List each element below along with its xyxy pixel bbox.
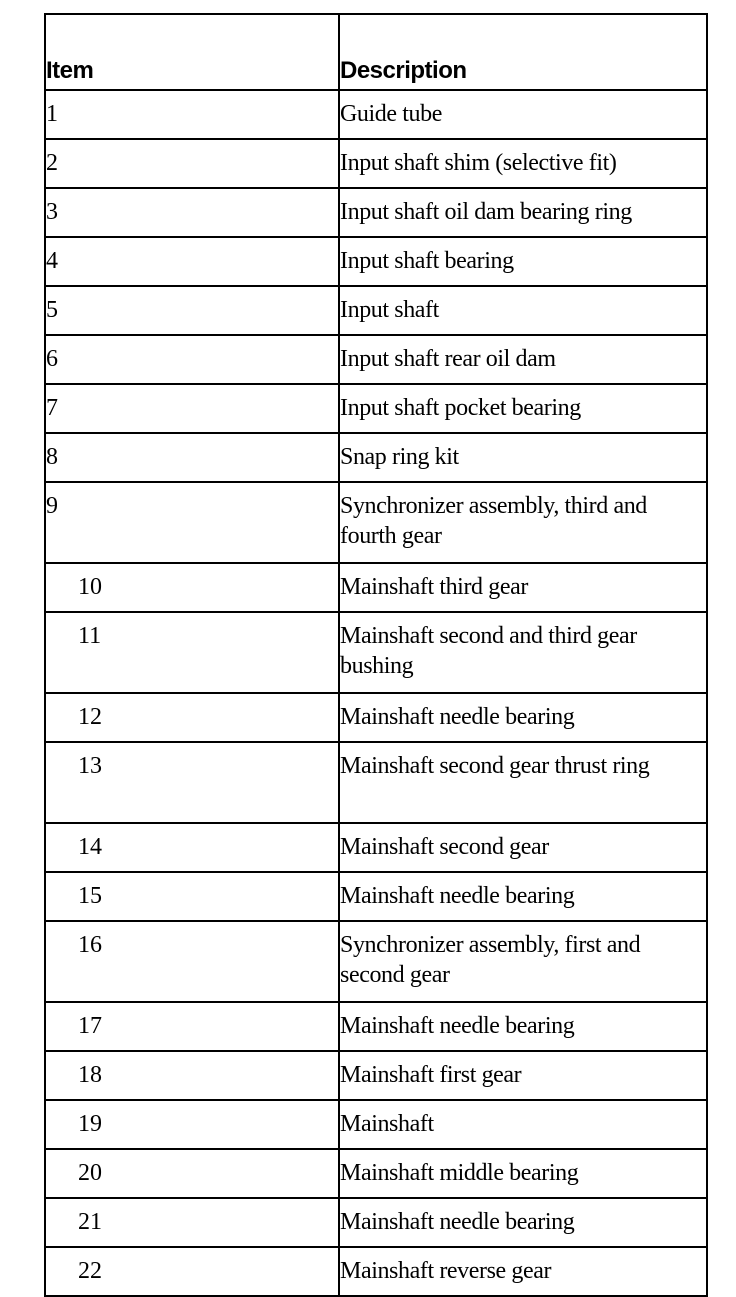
table-row bbox=[45, 433, 707, 482]
table-row bbox=[45, 1247, 707, 1296]
table-row bbox=[45, 1100, 707, 1149]
table-row bbox=[45, 563, 707, 612]
item-number: 4 bbox=[45, 237, 339, 286]
item-number: 7 bbox=[45, 384, 339, 433]
header-row bbox=[45, 14, 707, 90]
item-number: 18 bbox=[45, 1051, 339, 1100]
item-number: 20 bbox=[45, 1149, 339, 1198]
table-row bbox=[45, 612, 707, 693]
item-description: Synchronizer assembly, third and fourth gear bbox=[339, 482, 707, 563]
parts-table bbox=[44, 13, 708, 1297]
item-description: Mainshaft first gear bbox=[339, 1051, 707, 1100]
item-number: 11 bbox=[45, 612, 339, 693]
item-description: Mainshaft needle bearing bbox=[339, 872, 707, 921]
item-number: 13 bbox=[45, 742, 339, 823]
item-description: Input shaft bbox=[339, 286, 707, 335]
item-number: 10 bbox=[45, 563, 339, 612]
item-description: Mainshaft second gear bbox=[339, 823, 707, 872]
item-number: 8 bbox=[45, 433, 339, 482]
item-description: Mainshaft needle bearing bbox=[339, 1002, 707, 1051]
item-number: 16 bbox=[45, 921, 339, 1002]
item-number: 9 bbox=[45, 482, 339, 563]
item-number: 2 bbox=[45, 139, 339, 188]
item-description: Mainshaft second and third gear bushing bbox=[339, 612, 707, 693]
table-row bbox=[45, 1149, 707, 1198]
item-description: Mainshaft third gear bbox=[339, 563, 707, 612]
item-description: Mainshaft needle bearing bbox=[339, 693, 707, 742]
column-header-item: Item bbox=[45, 14, 339, 90]
table-row bbox=[45, 237, 707, 286]
table-row bbox=[45, 482, 707, 563]
table-row bbox=[45, 1002, 707, 1051]
item-number: 1 bbox=[45, 90, 339, 139]
item-description: Input shaft shim (selective fit) bbox=[339, 139, 707, 188]
item-number: 14 bbox=[45, 823, 339, 872]
item-description: Guide tube bbox=[339, 90, 707, 139]
table-row bbox=[45, 384, 707, 433]
table-row bbox=[45, 823, 707, 872]
item-number: 21 bbox=[45, 1198, 339, 1247]
item-description: Input shaft oil dam bearing ring bbox=[339, 188, 707, 237]
table-row bbox=[45, 188, 707, 237]
table-row bbox=[45, 139, 707, 188]
item-description: Input shaft rear oil dam bbox=[339, 335, 707, 384]
table-row bbox=[45, 335, 707, 384]
item-description: Synchronizer assembly, first and second gear bbox=[339, 921, 707, 1002]
table-row bbox=[45, 921, 707, 1002]
table-row bbox=[45, 1198, 707, 1247]
item-description: Input shaft bearing bbox=[339, 237, 707, 286]
item-description: Snap ring kit bbox=[339, 433, 707, 482]
table-row bbox=[45, 872, 707, 921]
item-number: 17 bbox=[45, 1002, 339, 1051]
item-number: 19 bbox=[45, 1100, 339, 1149]
item-description: Mainshaft bbox=[339, 1100, 707, 1149]
item-number: 5 bbox=[45, 286, 339, 335]
table-row bbox=[45, 1051, 707, 1100]
column-header-description: Description bbox=[339, 14, 707, 90]
item-description: Input shaft pocket bearing bbox=[339, 384, 707, 433]
item-description: Mainshaft middle bearing bbox=[339, 1149, 707, 1198]
item-number: 15 bbox=[45, 872, 339, 921]
item-number: 22 bbox=[45, 1247, 339, 1296]
item-description: Mainshaft reverse gear bbox=[339, 1247, 707, 1296]
item-description: Mainshaft second gear thrust ring bbox=[339, 742, 707, 823]
item-number: 3 bbox=[45, 188, 339, 237]
item-number: 6 bbox=[45, 335, 339, 384]
table-row bbox=[45, 286, 707, 335]
item-number: 12 bbox=[45, 693, 339, 742]
table-row bbox=[45, 742, 707, 823]
table-row bbox=[45, 693, 707, 742]
item-description: Mainshaft needle bearing bbox=[339, 1198, 707, 1247]
table-row bbox=[45, 90, 707, 139]
